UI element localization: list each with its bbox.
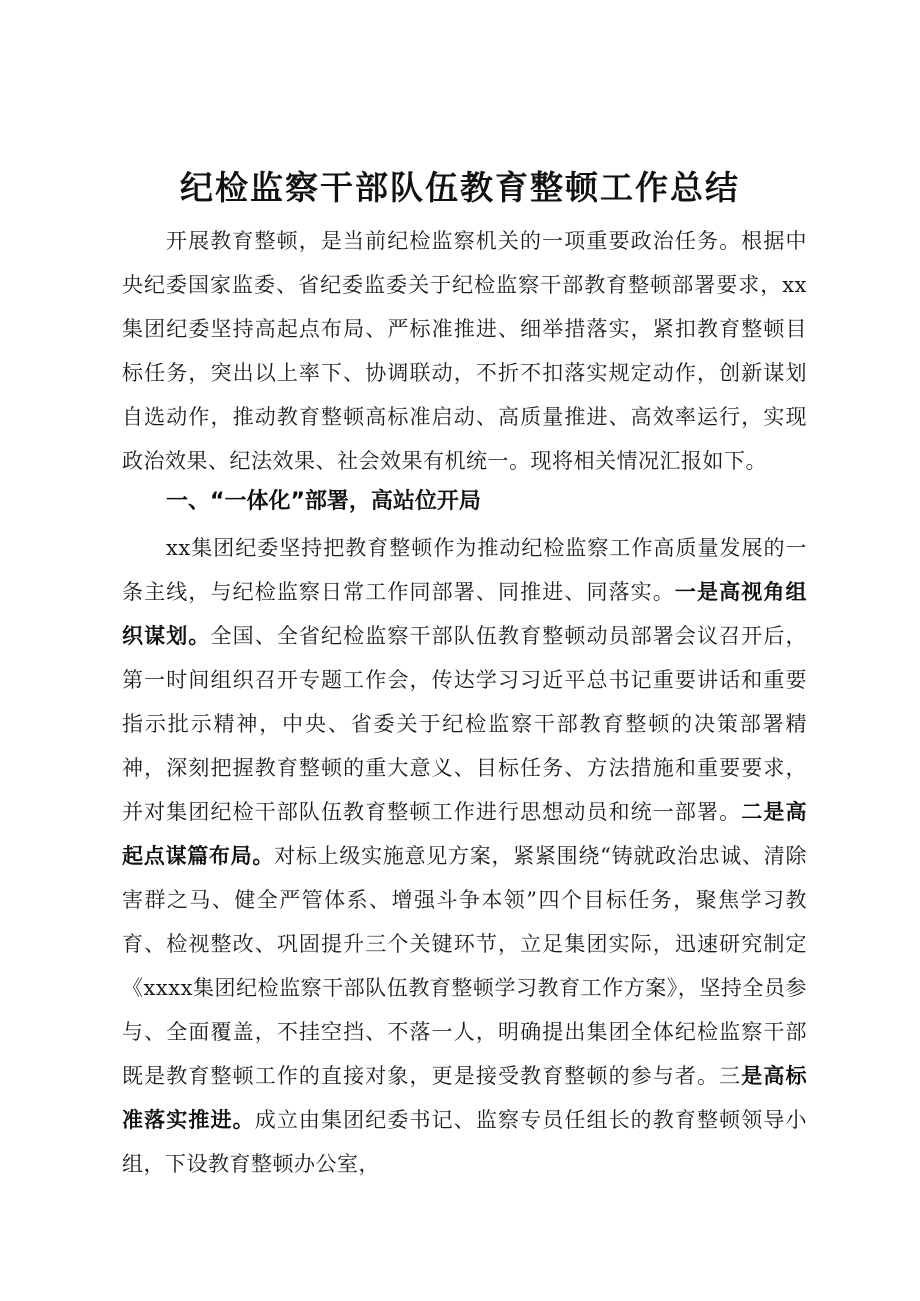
section-1-point-1: 一是高视角组织谋划。 — [122, 580, 808, 648]
section-1-point-3: 是高标准落实推进。 — [122, 1064, 808, 1132]
section-1-point-2: 二是高起点谋篇布局。 — [122, 800, 807, 868]
intro-paragraph: 开展教育整顿，是当前纪检监察机关的一项重要政治任务。根据中央纪委国家监委、省纪委监委关于纪检监察干部教育整顿部署要求，xx集团纪委坚持高起点布局、严标准推进、细举措落实，紧扣教育整顿目标任务，突出以上率下、协调联动，不折不扣落实规定动作，创新谋划自选动作，推动教育整顿高标准启动、高质量推进、高效率运行，实现政治效果、纪法效果、社会效果有机统一。现将相关情况汇报如下。 — [122, 229, 807, 473]
section-1-text-a: xx集团纪委坚持把教育整顿作为推动纪检监察工作高质量发展的一条主线，与纪检监察日常工作同部署、同推进、同落实。 — [122, 536, 807, 604]
document-title: 纪检监察干部队伍教育整顿工作总结 — [180, 168, 740, 207]
section-1-paragraph — [122, 526, 807, 1186]
section-heading-1: 一、“一体化”部署，高站位开局 — [166, 489, 481, 514]
section-1-text-d: 三 — [719, 1064, 742, 1088]
section-1-text-e: 成立由集团纪委书记、监察专员任组长的教育整顿领导小组，下设教育整顿办公室， — [122, 1108, 808, 1176]
section-1-text-b: 全国、全省纪检监察干部队伍教育整顿动员部署会议召开后，第一时间组织召开专题工作会，传达学习习近平总书记重要讲话和重要指示批示精神，中央、省委关于纪检监察干部教育整顿的决策部署精神，深刻把握教育整顿的重大意义、目标任务、方法措施和重要要求，并对集团纪检干部队伍教育整顿工作进行思想动员和统一部署。 — [122, 624, 807, 824]
section-1-text-c: 对标上级实施意见方案，紧紧围绕“铸就政治忠诚、清除害群之马、健全严管体系、增强斗争本领”四个目标任务，聚焦学习教育、检视整改、巩固提升三个关键环节，立足集团实际，迅速研究制定《xxxx集团纪检监察干部队伍教育整顿学习教育工作方案》，坚持全员参与、全面覆盖，不挂空挡、不落一人，明确提出集团全体纪检监察干部既是教育整顿工作的直接对象，更是接受教育整顿的参与者。 — [122, 844, 807, 1088]
